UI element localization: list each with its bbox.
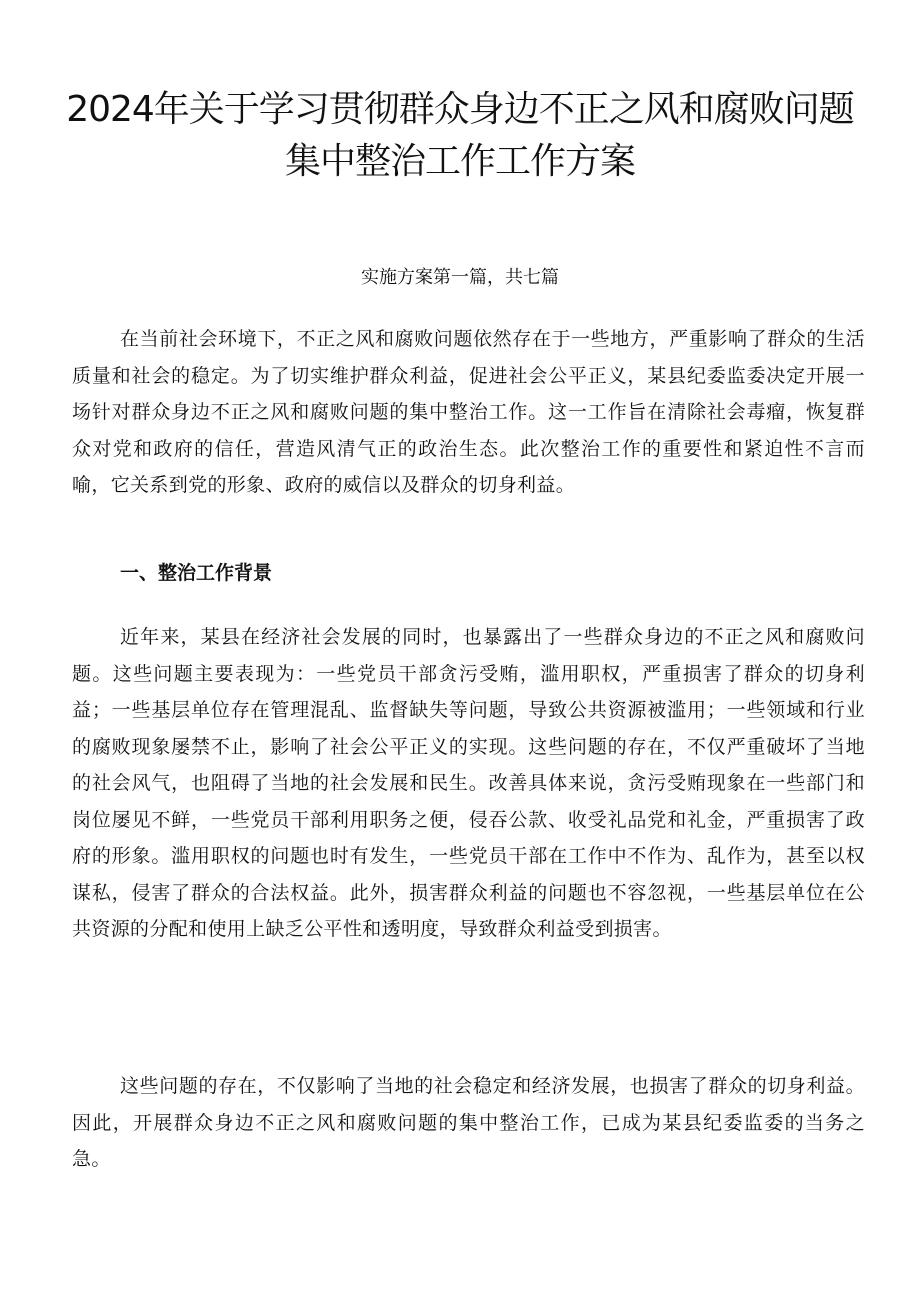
document-subtitle: 实施方案第一篇，共七篇 bbox=[361, 267, 559, 288]
section-paragraph-1: 近年来，某县在经济社会发展的同时，也暴露出了一些群众身边的不正之风和腐败问题。这些问题主要表现为：一些党员干部贪污受贿，滥用职权，严重损害了群众的切身利益；一些基层单位存在管理混乱、监督缺失等问题，导致公共资源被滥用；一些领域和行业的腐败现象屡禁不止，影响了社会公平正义的实现。这些问题的存在，不仅严重破坏了当地的社会风气，也阻碍了当地的社会发展和民生。改善具体来说，贪污受贿现象在一些部门和岗位屡见不鲜，一些党员干部利用职务之便，侵吞公款、收受礼品党和礼金，严重损害了政府的形象。滥用职权的问题也时有发生，一些党员干部在工作中不作为、乱作为，甚至以权谋私，侵害了群众的合法权益。此外，损害群众利益的问题也不容忽视，一些基层单位在公共资源的分配和使用上缺乏公平性和透明度，导致群众利益受到损害。 bbox=[72, 626, 865, 940]
intro-paragraph: 在当前社会环境下，不正之风和腐败问题依然存在于一些地方，严重影响了群众的生活质量和社会的稳定。为了切实维护群众利益，促进社会公平正义，某县纪委监委决定开展一场针对群众身边不正之风和腐败问题的集中整治工作。这一工作旨在清除社会毒瘤，恢复群众对党和政府的信任，营造风清气正的政治生态。此次整治工作的重要性和紧迫性不言而喻，它关系到党的形象、政府的威信以及群众的切身利益。 bbox=[72, 328, 865, 496]
document-title bbox=[60, 84, 860, 188]
document-title-line-2: 集中整治工作工作方案 bbox=[284, 141, 635, 182]
section-paragraph-2: 这些问题的存在，不仅影响了当地的社会稳定和经济发展，也损害了群众的切身利益。因此，开展群众身边不正之风和腐败问题的集中整治工作，已成为某县纪委监委的当务之急。 bbox=[72, 1075, 865, 1170]
section-heading-background: 一、整治工作背景 bbox=[120, 562, 273, 584]
document-title-line-1: 2024年关于学习贯彻群众身边不正之风和腐败问题 bbox=[66, 89, 854, 130]
